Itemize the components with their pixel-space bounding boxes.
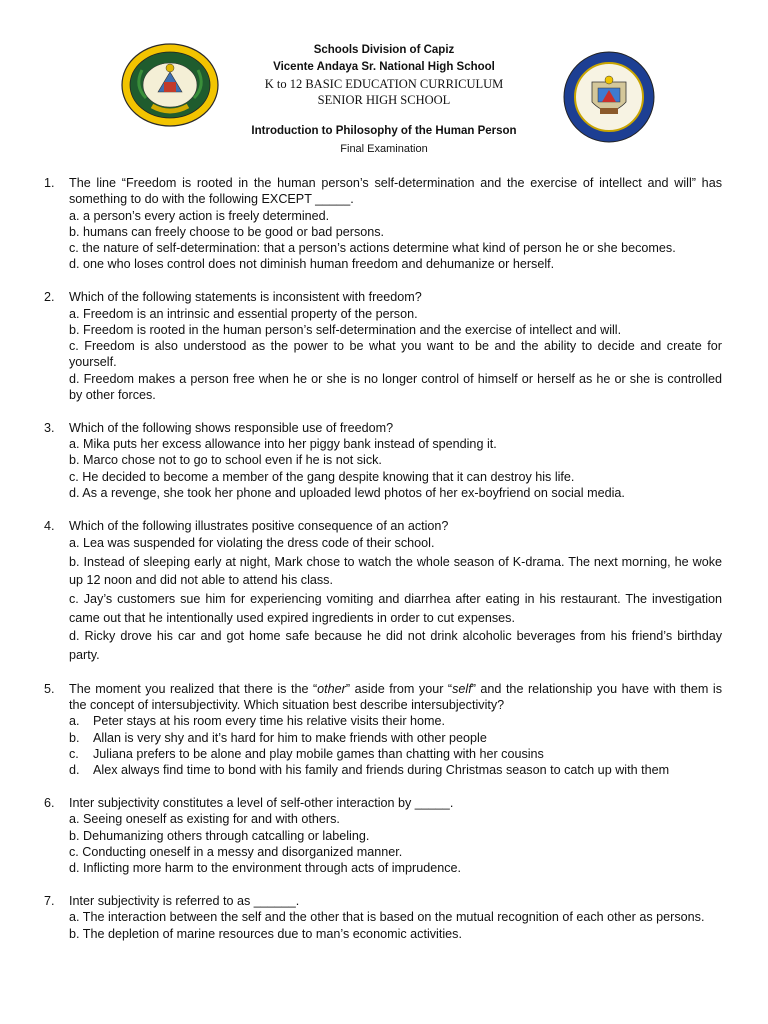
question-number: 6. [44, 796, 55, 811]
stem-emphasis-self: self [452, 681, 472, 696]
level-title: SENIOR HIGH SCHOOL [317, 93, 451, 107]
question-stem: Inter subjectivity constitutes a level of self-other interaction by _____. [69, 796, 454, 811]
question-number: 5. [44, 681, 55, 696]
question-stem: Which of the following statements is inconsistent with freedom? [69, 290, 422, 305]
option-d: d. one who loses control does not diminish human freedom and dehumanize or herself. [69, 257, 555, 272]
question-list [44, 175, 722, 958]
option-c: c. the nature of self-determination: that a person’s actions determine what kind of person he or she becomes. [69, 241, 676, 256]
question-stem: The line “Freedom is rooted in the human person’s self-determination and the exercise of intellect and will” has something to do with the following EXCEPT _____. [69, 176, 722, 207]
question-5 [44, 681, 722, 779]
curriculum-title: K to 12 BASIC EDUCATION CURRICULUM [264, 77, 504, 91]
option-c: c. Jay’s customers sue him for experiencing vomiting and diarrhea after eating in his restaurant. The investigation came out that he intentionally used expired ingredients in order to cut expenses. [69, 591, 722, 625]
question-number: 2. [44, 290, 55, 305]
option-letter: b. [69, 730, 80, 745]
exam-title: Final Examination [340, 143, 428, 155]
option-b: b. humans can freely choose to be good or bad persons. [69, 224, 385, 239]
option-a: a. Mika puts her excess allowance into her piggy bank instead of spending it. [69, 437, 497, 452]
question-number: 7. [44, 894, 55, 909]
subject-title: Introduction to Philosophy of the Human Person [251, 125, 517, 137]
option-d: d. Inflicting more harm to the environment through acts of imprudence. [69, 861, 462, 876]
option-d: d. Ricky drove his car and got home safe because he did not drink alcoholic beverages from his friend’s birthday party. [69, 629, 722, 662]
option-d: d. As a revenge, she took her phone and uploaded lewd photos of her ex-boyfriend on social media. [69, 486, 625, 501]
option-text: Allan is very shy and it’s hard for him to make friends with other people [93, 730, 487, 745]
question-stem: Which of the following shows responsible use of freedom? [69, 420, 394, 435]
question-2 [44, 289, 722, 403]
option-c: c. He decided to become a member of the gang despite knowing that it can destroy his life. [69, 469, 575, 484]
question-1 [44, 175, 722, 273]
question-stem [69, 681, 722, 714]
question-6 [44, 795, 722, 876]
school-name: Vicente Andaya Sr. National High School [273, 61, 495, 73]
option-letter: d. [69, 763, 80, 778]
question-stem: Inter subjectivity is referred to as ______. [69, 894, 300, 909]
option-c: c. Conducting oneself in a messy and disorganized manner. [69, 844, 403, 859]
option-d [69, 762, 722, 778]
question-number: 1. [44, 176, 55, 190]
division-name: Schools Division of Capiz [313, 44, 455, 56]
question-7 [44, 893, 722, 942]
stem-text: The moment you realized that there is the “ [69, 681, 318, 696]
option-c [69, 746, 722, 762]
option-c: c. Freedom is also understood as the power to be what you want to be and the ability to decide and create for yourself. [69, 339, 722, 370]
option-b: b. Dehumanizing others through catcalling or labeling. [69, 828, 370, 843]
option-b: b. Instead of sleeping early at night, Mark chose to watch the whole season of K-drama. The next morning, he woke up 12 noon and did not able to attend his class. [69, 554, 722, 588]
option-a: a. Freedom is an intrinsic and essential property of the person. [69, 306, 418, 321]
question-4 [44, 518, 722, 664]
option-text: Alex always find time to bond with his family and friends during Christmas season to catch up with them [93, 763, 670, 778]
option-text: Peter stays at his room every time his relative visits their home. [93, 714, 446, 729]
question-number: 3. [44, 420, 55, 435]
option-a: a. The interaction between the self and the other that is based on the mutual recognition of each other as persons. [69, 910, 705, 925]
option-b [69, 730, 722, 746]
option-letter: c. [69, 746, 79, 761]
option-text: Juliana prefers to be alone and play mobile games than chatting with her cousins [93, 746, 544, 761]
option-a: a. a person’s every action is freely determined. [69, 208, 330, 223]
stem-emphasis-other: other [317, 681, 346, 696]
option-b: b. Marco chose not to go to school even if he is not sick. [69, 453, 382, 468]
question-number: 4. [44, 518, 55, 533]
option-a: a. Seeing oneself as existing for and with others. [69, 812, 340, 827]
option-b: b. Freedom is rooted in the human person’s self-determination and the exercise of intellect and will. [69, 322, 622, 337]
option-b: b. The depletion of marine resources due to man’s economic activities. [69, 926, 462, 941]
stem-text: ” and the relationship you have with them is the concept of intersubjectivity. Which situation best describe intersubjectivity? [69, 681, 722, 713]
option-d: d. Freedom makes a person free when he or she is no longer control of himself or herself as he or she is controlled by other forces. [69, 371, 722, 403]
option-a [69, 713, 722, 729]
stem-text: ” aside from your “ [345, 681, 453, 696]
option-letter: a. [69, 714, 80, 729]
question-3 [44, 420, 722, 501]
question-stem: Which of the following illustrates positive consequence of an action? [69, 518, 449, 533]
option-a: a. Lea was suspended for violating the dress code of their school. [69, 536, 435, 551]
